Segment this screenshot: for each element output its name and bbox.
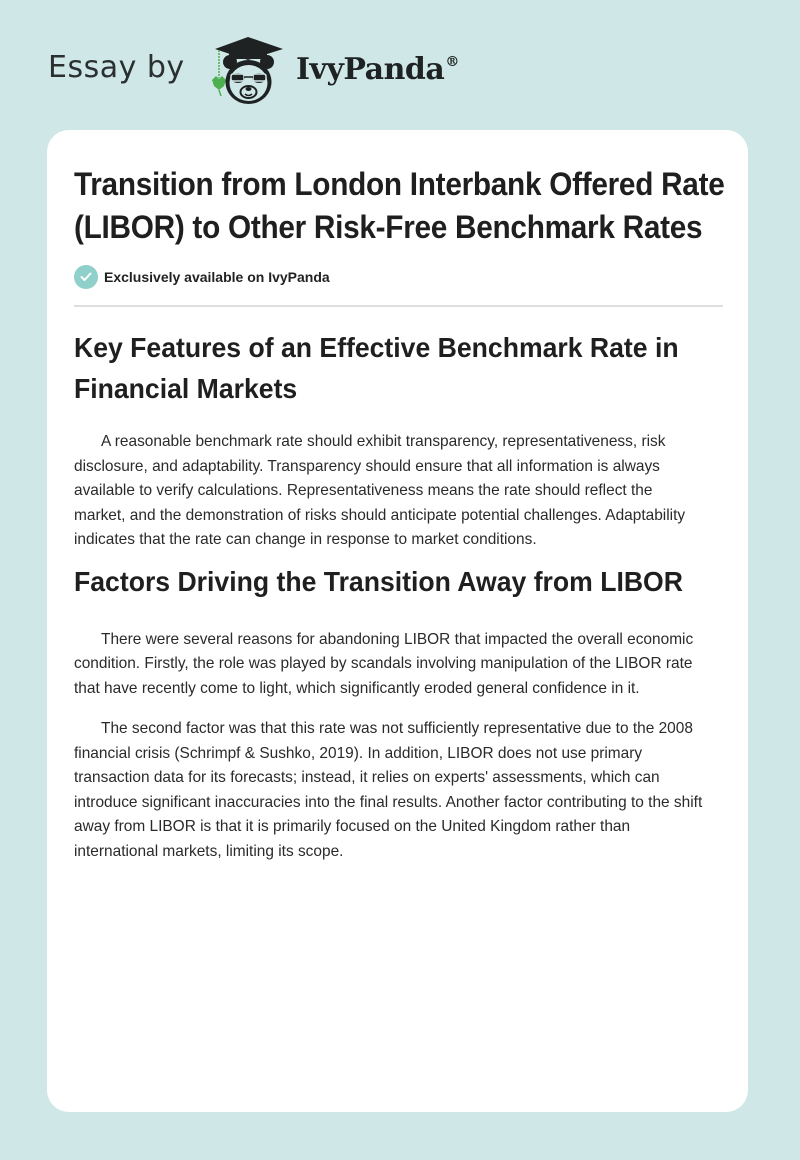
registered-mark: ®	[445, 54, 459, 70]
section-heading: Factors Driving the Transition Away from LIBOR	[74, 565, 683, 597]
essay-card	[47, 130, 748, 1112]
exclusive-badge	[74, 263, 722, 291]
site-header	[0, 0, 800, 130]
check-circle-icon	[74, 265, 98, 289]
brand-name-text: IvyPanda	[296, 52, 445, 87]
exclusive-label: Exclusively available on IvyPanda	[104, 269, 330, 285]
essay-by-label: Essay by	[48, 50, 185, 85]
brand-name[interactable]	[296, 52, 459, 87]
divider	[74, 305, 723, 307]
panda-logo-icon[interactable]	[203, 36, 291, 108]
section-transition-factors	[74, 561, 722, 865]
page-title: Transition from London Interbank Offered Rate (LIBOR) to Other Risk-Free Benchmark Rates	[74, 166, 725, 245]
section-heading: Key Features of an Effective Benchmark Rate in Financial Markets	[74, 332, 679, 404]
section-key-features	[74, 327, 722, 553]
paragraph: A reasonable benchmark rate should exhibit transparency, representativeness, risk disclosure, and adaptability. Transparency should ensure that all information is always available to verify calculations. Representativeness means the rate should reflect the market, and the demonstration of risks should anticipate potential challenges. Adaptability indicates that the rate can change in response to market conditions.	[74, 433, 686, 548]
paragraph: The second factor was that this rate was not sufficiently representative due to the 2008 financial crisis (Schrimpf & Sushko, 2019). In addition, LIBOR does not use primary transaction data for its forecasts; instead, it relies on experts' assessments, which can introduce significant inaccuracies into the final results. Another factor contributing to the shift away from LIBOR is that it is primarily focused on the United Kingdom rather than international markets, limiting its scope.	[74, 720, 703, 860]
paragraph: There were several reasons for abandoning LIBOR that impacted the overall economic condition. Firstly, the role was played by scandals involving manipulation of the LIBOR rate that have recently come to light, which significantly eroded general confidence in it.	[74, 630, 694, 697]
